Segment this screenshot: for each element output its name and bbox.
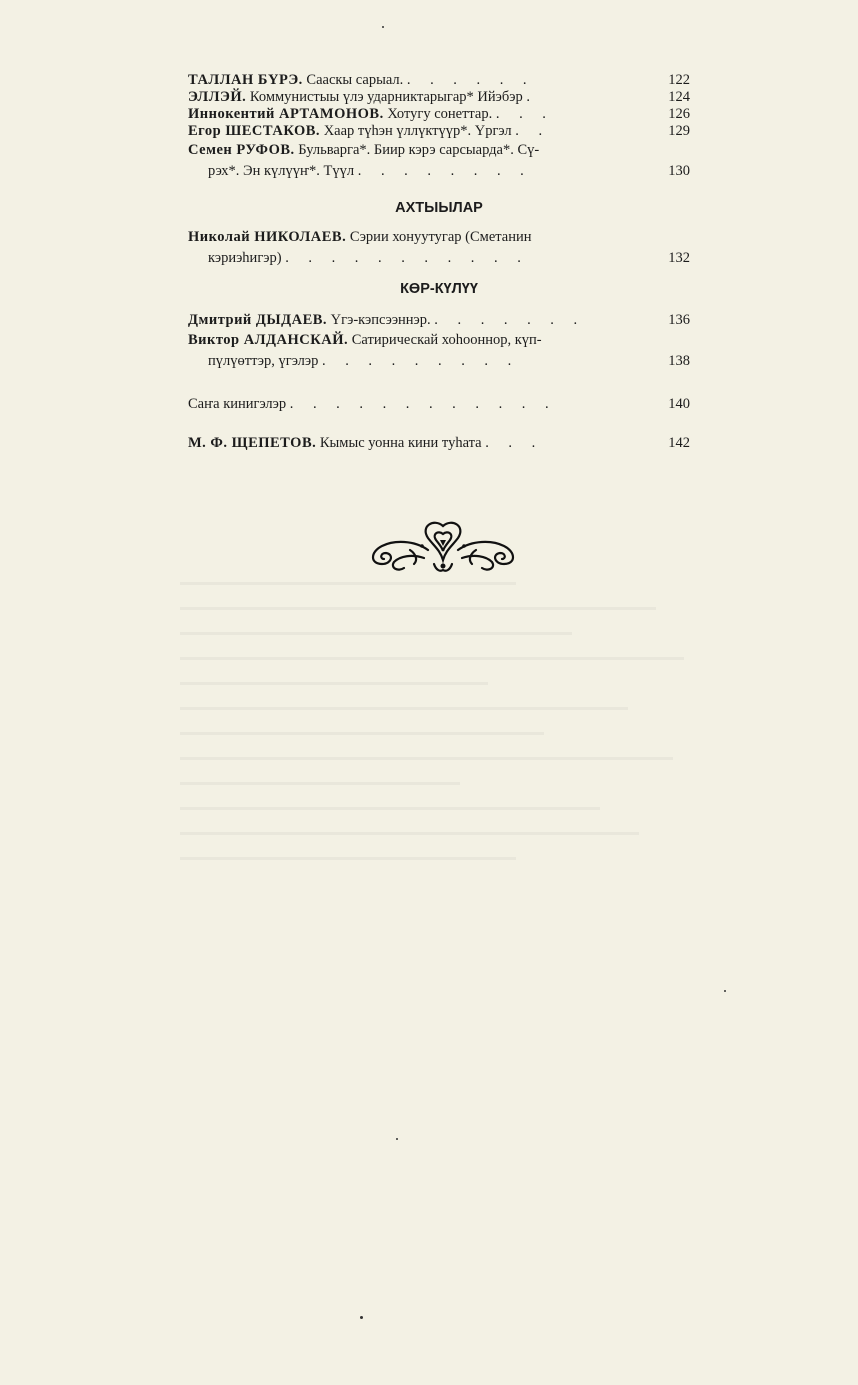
- dot-leader: . . . . . . . . .: [322, 353, 520, 369]
- toc-entry: [188, 123, 690, 140]
- entry-title: Сэрии хонуутугар (Сметанин: [349, 229, 532, 245]
- entry-title: Кымыс уонна кини туһата: [319, 435, 482, 451]
- table-of-contents: [188, 72, 690, 452]
- toc-entry: [188, 72, 690, 89]
- entry-author: Николай НИКОЛАЕВ.: [188, 229, 347, 245]
- entry-page: 124: [668, 89, 690, 105]
- entry-page: 126: [668, 106, 690, 122]
- toc-entry: [188, 142, 690, 180]
- entry-title: Хаар түһэн үллүктүүр*. Үргэл: [323, 123, 512, 139]
- entry-author: Семен РУФОВ.: [188, 142, 295, 158]
- toc-entry: [188, 332, 690, 370]
- toc-entry: [188, 106, 690, 123]
- paper-speck: [360, 1316, 363, 1319]
- entry-page: 136: [668, 312, 690, 328]
- dot-leader: . . . . . . . . . . .: [285, 250, 529, 266]
- entry-author: Виктор АЛДАНСКАЙ.: [188, 332, 349, 348]
- entry-author: Егор ШЕСТАКОВ.: [188, 123, 321, 139]
- paper-speck: [382, 26, 384, 28]
- entry-title: Коммунистыы үлэ ударниктарыгар* Ийэбэр .: [249, 89, 530, 105]
- entry-page: 129: [668, 123, 690, 139]
- dot-leader: . . .: [485, 435, 544, 451]
- toc-entry: [188, 435, 690, 452]
- entry-page: 140: [668, 396, 690, 412]
- dot-leader: . . .: [495, 106, 554, 122]
- toc-entry: [188, 89, 690, 106]
- decorative-scroll-ornament-icon: [364, 520, 522, 576]
- entry-author: Иннокентий АРТАМОНОВ.: [188, 106, 384, 122]
- entry-title-continued: пүлүөттэр, үгэлэр: [208, 353, 319, 369]
- entry-page: 142: [668, 435, 690, 451]
- entry-page: 132: [668, 250, 690, 266]
- entry-page: 138: [668, 353, 690, 369]
- entry-page: 130: [668, 163, 690, 179]
- entry-author: ТАЛЛАН БҮРЭ.: [188, 72, 303, 88]
- dot-leader: . . . . . .: [406, 72, 535, 88]
- toc-entry: [188, 312, 690, 329]
- entry-title: Сатирическай хоһооннор, күп-: [351, 332, 542, 348]
- entry-author: Дмитрий ДЫДАЕВ.: [188, 312, 328, 328]
- section-heading: АХТЫЫЛАР: [395, 200, 483, 216]
- entry-title: Саҥа кинигэлэр: [188, 396, 287, 412]
- toc-entry: [188, 396, 690, 413]
- dot-leader: . . . . . . . .: [357, 163, 532, 179]
- entry-title-continued: кэриэһигэр): [208, 250, 282, 266]
- dot-leader: . . . . . . .: [434, 312, 586, 328]
- paper-speck: [724, 990, 726, 992]
- dot-leader: . . . . . . . . . . . .: [289, 396, 557, 412]
- toc-entry: [188, 229, 690, 267]
- entry-title: Сааскы сарыал.: [306, 72, 404, 88]
- entry-title: Үгэ-кэпсээннэр.: [330, 312, 431, 328]
- dot-leader: . .: [515, 123, 551, 139]
- entry-author: М. Ф. ЩЕПЕТОВ.: [188, 435, 317, 451]
- entry-title-continued: рэх*. Эн күлүүҥ*. Түүл: [208, 163, 355, 179]
- section-heading: КӨР-КҮЛҮҮ: [400, 281, 478, 297]
- entry-title: Хотугу сонеттар.: [387, 106, 493, 122]
- entry-title: Бульварга*. Биир кэрэ сарсыарда*. Сү-: [298, 142, 540, 158]
- bleed-through-text: [180, 560, 740, 1160]
- entry-page: 122: [668, 72, 690, 88]
- paper-speck: [396, 1138, 398, 1140]
- entry-author: ЭЛЛЭЙ.: [188, 89, 247, 105]
